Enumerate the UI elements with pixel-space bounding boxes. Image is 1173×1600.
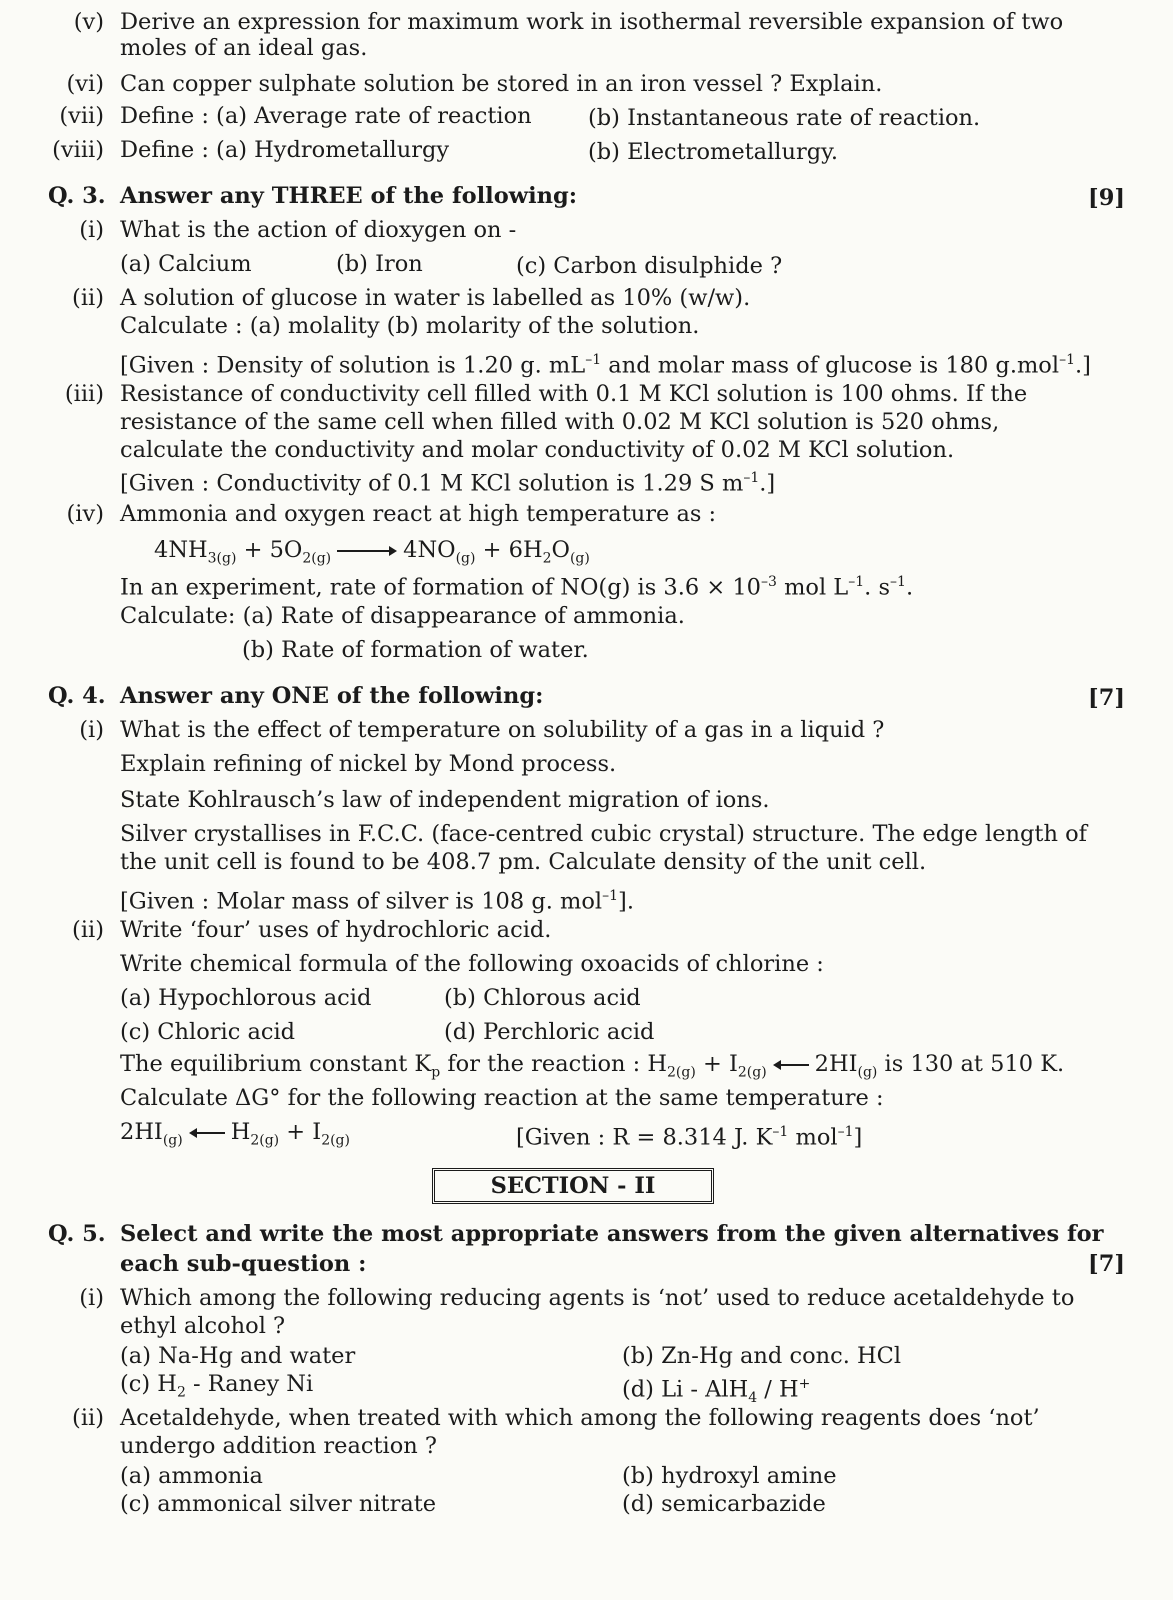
q4-i-line1: What is the effect of temperature on solubility of a gas in a liquid ? (120, 717, 885, 743)
q3-i-number: (i) (79, 217, 104, 243)
q5-ii-d: (d) semicarbazide (622, 1491, 826, 1517)
q3-i-b: (b) Iron (336, 251, 423, 277)
section-ii-heading (432, 1168, 714, 1204)
q5-i-d: (d) Li - AlH$_4$ / H+ (622, 1376, 811, 1406)
q2-v-line2: moles of an ideal gas. (120, 35, 368, 61)
reaction-arrow-icon (337, 546, 397, 556)
q4-i-line3: State Kohlrausch’s law of independent migration of ions. (120, 787, 770, 813)
q5-i-line1: Which among the following reducing agents is ‘not’ used to reduce acetaldehyde to (120, 1285, 1075, 1311)
q3-ii-line2: Calculate : (a) molality (b) molarity of the solution. (120, 313, 700, 339)
q4-i-line6: [Given : Molar mass of silver is 108 g. mol$^{-1}$]. (120, 888, 634, 915)
q4-i-line2: Explain refining of nickel by Mond process. (120, 751, 617, 777)
q3-ii-line3: [Given : Density of solution is 1.20 g. $mL^{-1}$ and molar mass of glucose is 180 g.mol$^{-1}$.] (120, 352, 1091, 379)
q3-iv-line2: In an experiment, rate of formation of NO(g) is $3.6 \times 10^{-3}$ mol $L^{-1}$. $s^{-1}$. (120, 574, 914, 601)
q3-iv-line3: Calculate: (a) Rate of disappearance of ammonia. (120, 603, 685, 629)
q5-marks: [7] (1088, 1251, 1125, 1277)
q2-viii-number: (viii) (52, 137, 104, 163)
q4-title: Answer any ONE of the following: (120, 683, 544, 709)
q2-vi-number: (vi) (66, 71, 104, 97)
q4-ii-line6: Calculate ΔG° for the following reaction at the same temperature : (120, 1085, 884, 1111)
q5-i-line2: ethyl alcohol ? (120, 1313, 286, 1339)
q5-ii-line1: Acetaldehyde, when treated with which among the following reagents does ‘not’ (120, 1405, 1040, 1431)
q3-i-line1: What is the action of dioxygen on - (120, 217, 517, 243)
q4-ii-line5: The equilibrium constant $K_p$ for the reaction : $H_{2(g)} + I_{2(g)}$ $2HI_{(g)}$ is 130 at 510 K. (120, 1051, 1065, 1081)
q2-vii-a: Define : (a) Average rate of reaction (120, 103, 532, 129)
q3-iii-line1: Resistance of conductivity cell filled with 0.1 M KCl solution is 100 ohms. If the (120, 381, 1028, 407)
section-title: SECTION - II (490, 1173, 656, 1199)
q3-i-a: (a) Calcium (120, 251, 252, 277)
equilibrium-arrow-icon (773, 1060, 809, 1070)
q3-iii-line4: [Given : Conductivity of 0.1 M KCl solution is 1.29 S $m^{-1}$.] (120, 470, 776, 497)
q3-i-c: (c) Carbon disulphide ? (516, 253, 783, 279)
q5-i-b: (b) Zn-Hg and conc. HCl (622, 1343, 902, 1369)
q5-i-c: (c) $H_2$ - Raney Ni (120, 1371, 314, 1401)
q4-i-line5: the unit cell is found to be 408.7 pm. Calculate density of the unit cell. (120, 849, 927, 875)
equilibrium-arrow-icon (189, 1128, 225, 1138)
q3-iv-line4: (b) Rate of formation of water. (242, 637, 589, 663)
q3-label: Q. 3. (48, 183, 106, 209)
q3-ii-line1: A solution of glucose in water is labelled as 10% (w/w). (120, 285, 751, 311)
q4-ii-given: [Given : R = 8.314 J. $K^{-1}$ mol$^{-1}$] (516, 1124, 863, 1151)
q2-v-line1: Derive an expression for maximum work in isothermal reversible expansion of two (120, 9, 1064, 35)
q4-i-number: (i) (79, 717, 104, 743)
q5-label: Q. 5. (48, 1221, 106, 1247)
q5-ii-a: (a) ammonia (120, 1463, 263, 1489)
q5-ii-line2: undergo addition reaction ? (120, 1433, 437, 1459)
q4-ii-c: (c) Chloric acid (120, 1019, 296, 1045)
q5-ii-c: (c) ammonical silver nitrate (120, 1491, 437, 1517)
q2-vi-line1: Can copper sulphate solution be stored in an iron vessel ? Explain. (120, 71, 883, 97)
q3-iv-equation: $4NH_{3(g)} + 5O_{2(g)}$ $4NO_{(g)} + 6H_2O_{(g)}$ (154, 537, 590, 567)
q3-marks: [9] (1088, 185, 1125, 211)
q3-iii-line2: resistance of the same cell when filled with 0.02 M KCl solution is 520 ohms, (120, 409, 1000, 435)
q4-i-line4: Silver crystallises in F.C.C. (face-centred cubic crystal) structure. The edge length of (120, 821, 1087, 847)
q5-title-line1: Select and write the most appropriate answers from the given alternatives for (120, 1221, 1104, 1247)
q4-ii-number: (ii) (72, 917, 104, 943)
q3-iv-line1: Ammonia and oxygen react at high temperature as : (120, 501, 717, 527)
q3-iii-number: (iii) (64, 381, 104, 407)
q2-vii-b: (b) Instantaneous rate of reaction. (588, 105, 981, 131)
q2-viii-b: (b) Electrometallurgy. (588, 139, 839, 165)
q3-ii-number: (ii) (72, 285, 104, 311)
q5-ii-number: (ii) (72, 1405, 104, 1431)
q4-ii-line1: Write ‘four’ uses of hydrochloric acid. (120, 917, 552, 943)
q3-title: Answer any THREE of the following: (120, 183, 578, 209)
q5-i-a: (a) Na-Hg and water (120, 1343, 356, 1369)
q3-iv-number: (iv) (66, 501, 104, 527)
q4-ii-b: (b) Chlorous acid (444, 985, 641, 1011)
q3-iii-line3: calculate the conductivity and molar conductivity of 0.02 M KCl solution. (120, 437, 955, 463)
q5-title-line2: each sub-question : (120, 1251, 367, 1277)
q4-ii-a: (a) Hypochlorous acid (120, 985, 372, 1011)
q2-vii-number: (vii) (59, 103, 104, 129)
q2-v-number: (v) (73, 9, 104, 35)
q5-ii-b: (b) hydroxyl amine (622, 1463, 837, 1489)
q5-i-number: (i) (79, 1285, 104, 1311)
q4-ii-equation: $2HI_{(g)}$ $H_{2(g)} + I_{2(g)}$ (120, 1119, 350, 1149)
q4-marks: [7] (1088, 685, 1125, 711)
q2-viii-a: Define : (a) Hydrometallurgy (120, 137, 450, 163)
q4-label: Q. 4. (48, 683, 106, 709)
q4-ii-d: (d) Perchloric acid (444, 1019, 655, 1045)
q4-ii-line2: Write chemical formula of the following oxoacids of chlorine : (120, 951, 824, 977)
